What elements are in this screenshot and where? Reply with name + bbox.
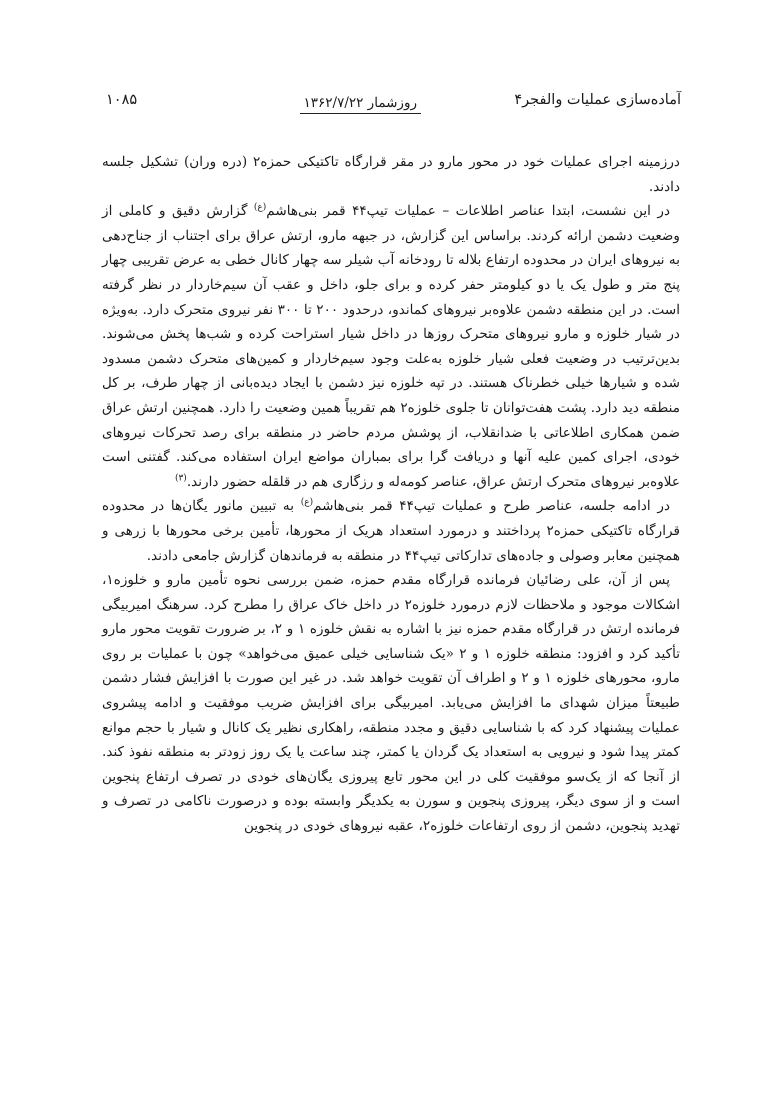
honorific-mark: (ع) bbox=[253, 202, 267, 213]
honorific-mark: (ع) bbox=[300, 497, 314, 508]
page-number: ۱۰۸۵ bbox=[106, 92, 138, 108]
footnote-ref-3: (۳) bbox=[174, 473, 187, 484]
paragraph-4-text: پس از آن، علی رضائیان فرمانده قرارگاه مقدم حمزه، ضمن بررسی نحوه تأمین مارو و خلوزه۱، اشکالات موجود و ملاحظات لازم درمورد خلوزه۲ در داخل خاک عراق را مطرح کرد. سرهنگ امیربیگی فرمانده ارتش در قرارگاه مقدم حمزه نیز با اشاره به نقش خلوزه ۱ و ۲، بر ضرورت تقویت محور مارو تأکید کرد و افزود: منطقه خلوزه ۱ و ۲ «یک شناسایی خیلی عمیق می‌خواهد» چون با عملیات بر روی مارو، محورهای خلوزه ۱ و ۲ و اطراف آن تقویت خواهد شد. در غیر این صورت با افزایش فشار دشمن طبیعتاً میزان شهدای ما افزایش می‌یابد. امیربیگی برای افزایش ضریب موفقیت و ادامه پیشروی عملیات پیشنهاد کرد که با شناسایی دقیق و مجدد منطقه، راهکاری نظیر یک کانال و شیار با حجم موانع کمتر پیدا شود و نیرویی به استعداد یک گردان یا کمتر، چند ساعت یا یک روز زودتر به منطقه نفوذ کند. از آنجا که از یک‌سو موفقیت کلی در این محور تابع پیروزی یگان‌های خودی در تصرف ارتفاع پنجوین است و از سوی دیگر، پیروزی پنجوین و سورن به یکدیگر وابسته بوده و درصورت ناکامی در تصرف و تهدید پنجوین، دشمن از روی ارتفاعات خلوزه۲، عقبه نیروهای خودی در پنجوین bbox=[102, 572, 680, 835]
paragraph-4 bbox=[102, 568, 680, 839]
paragraph-2-text-a: در این نشست، ابتدا عناصر اطلاعات – عملیات تیپ۴۴ قمر بنی‌هاشم bbox=[266, 203, 671, 220]
paragraph-2 bbox=[102, 199, 680, 494]
paragraph-1-text: درزمینه اجرای عملیات خود در محور مارو در مقر قرارگاه تاکتیکی حمزه۲ (دره وران) تشکیل جلسه دادند. bbox=[102, 154, 680, 195]
paragraph-1 bbox=[102, 150, 680, 199]
header-title: آماده‌سازی عملیات والفجر۴ bbox=[514, 92, 681, 108]
paragraph-3 bbox=[102, 494, 680, 568]
paragraph-2-text-b: گزارش دقیق و کاملی از وضعیت دشمن ارائه کردند. براساس این گزارش، در جبهه مارو، ارتش عراق برای اجتناب از جناح‌دهی به نیروهای ایران در محدوده ارتفاع بلاله تا رودخانه آب شیلر سه چهار کانال خطی به عرض تقریبی چهار پنج متر و طول یک یا دو کیلومتر حفر کرده و برای جلو، داخل و عقب آن سیم‌خاردار در نظر گرفته است. در این منطقه دشمن علاوه‌بر نیروهای کماندو، درحدود ۲۰۰ تا ۳۰۰ نفر نیروی متحرک دارد. به‌ویژه در شیار خلوزه و مارو نیروهای متحرک روزها در داخل شیار استراحت کرده و شب‌ها پخش می‌شوند. بدین‌ترتیب در وضعیت فعلی شیار خلوزه به‌علت وجود سیم‌خاردار و کمین‌های متحرک دشمن مسدود شده و شیارها خیلی خطرناک هستند. در تپه خلوزه نیز دشمن با ایجاد دیده‌بانی از چهار طرف، بر کل منطقه دید دارد. پشت هفت‌توانان تا جلوی خلوزه۲ هم تقریباً همین وضعیت را دارد. همچنین ارتش عراق ضمن همکاری اطلاعاتی با ضدانقلاب، از پوشش مردم حاضر در منطقه برای رصد تحرکات نیروهای خودی، اجرای کمین علیه آنها و دریافت گرا برای بمباران مواضع ایران استفاده می‌کند. گفتنی است علاوه‌بر نیروهای متحرک ارتش عراق، عناصر کومه‌له و رزگاری هم در قلقله حضور دارند. bbox=[102, 203, 680, 490]
body-text bbox=[102, 150, 680, 839]
header-date: روزشمار ۱۳۶۲/۷/۲۲ bbox=[300, 95, 421, 114]
paragraph-3-text-a: در ادامه جلسه، عناصر طرح و عملیات تیپ۴۴ قمر بنی‌هاشم bbox=[313, 498, 670, 515]
running-header bbox=[106, 92, 681, 116]
paragraph-3-text-b: به تبیین مانور یگان‌ها در محدوده قرارگاه تاکتیکی حمزه۲ پرداختند و درمورد استعداد هریک از محورها، تأمین برخی محورها با زرهی و همچنین معابر وصولی و جاده‌های تدارکاتی تیپ۴۴ در منطقه به فرماندهان گزارش جامعی دادند. bbox=[102, 498, 680, 564]
